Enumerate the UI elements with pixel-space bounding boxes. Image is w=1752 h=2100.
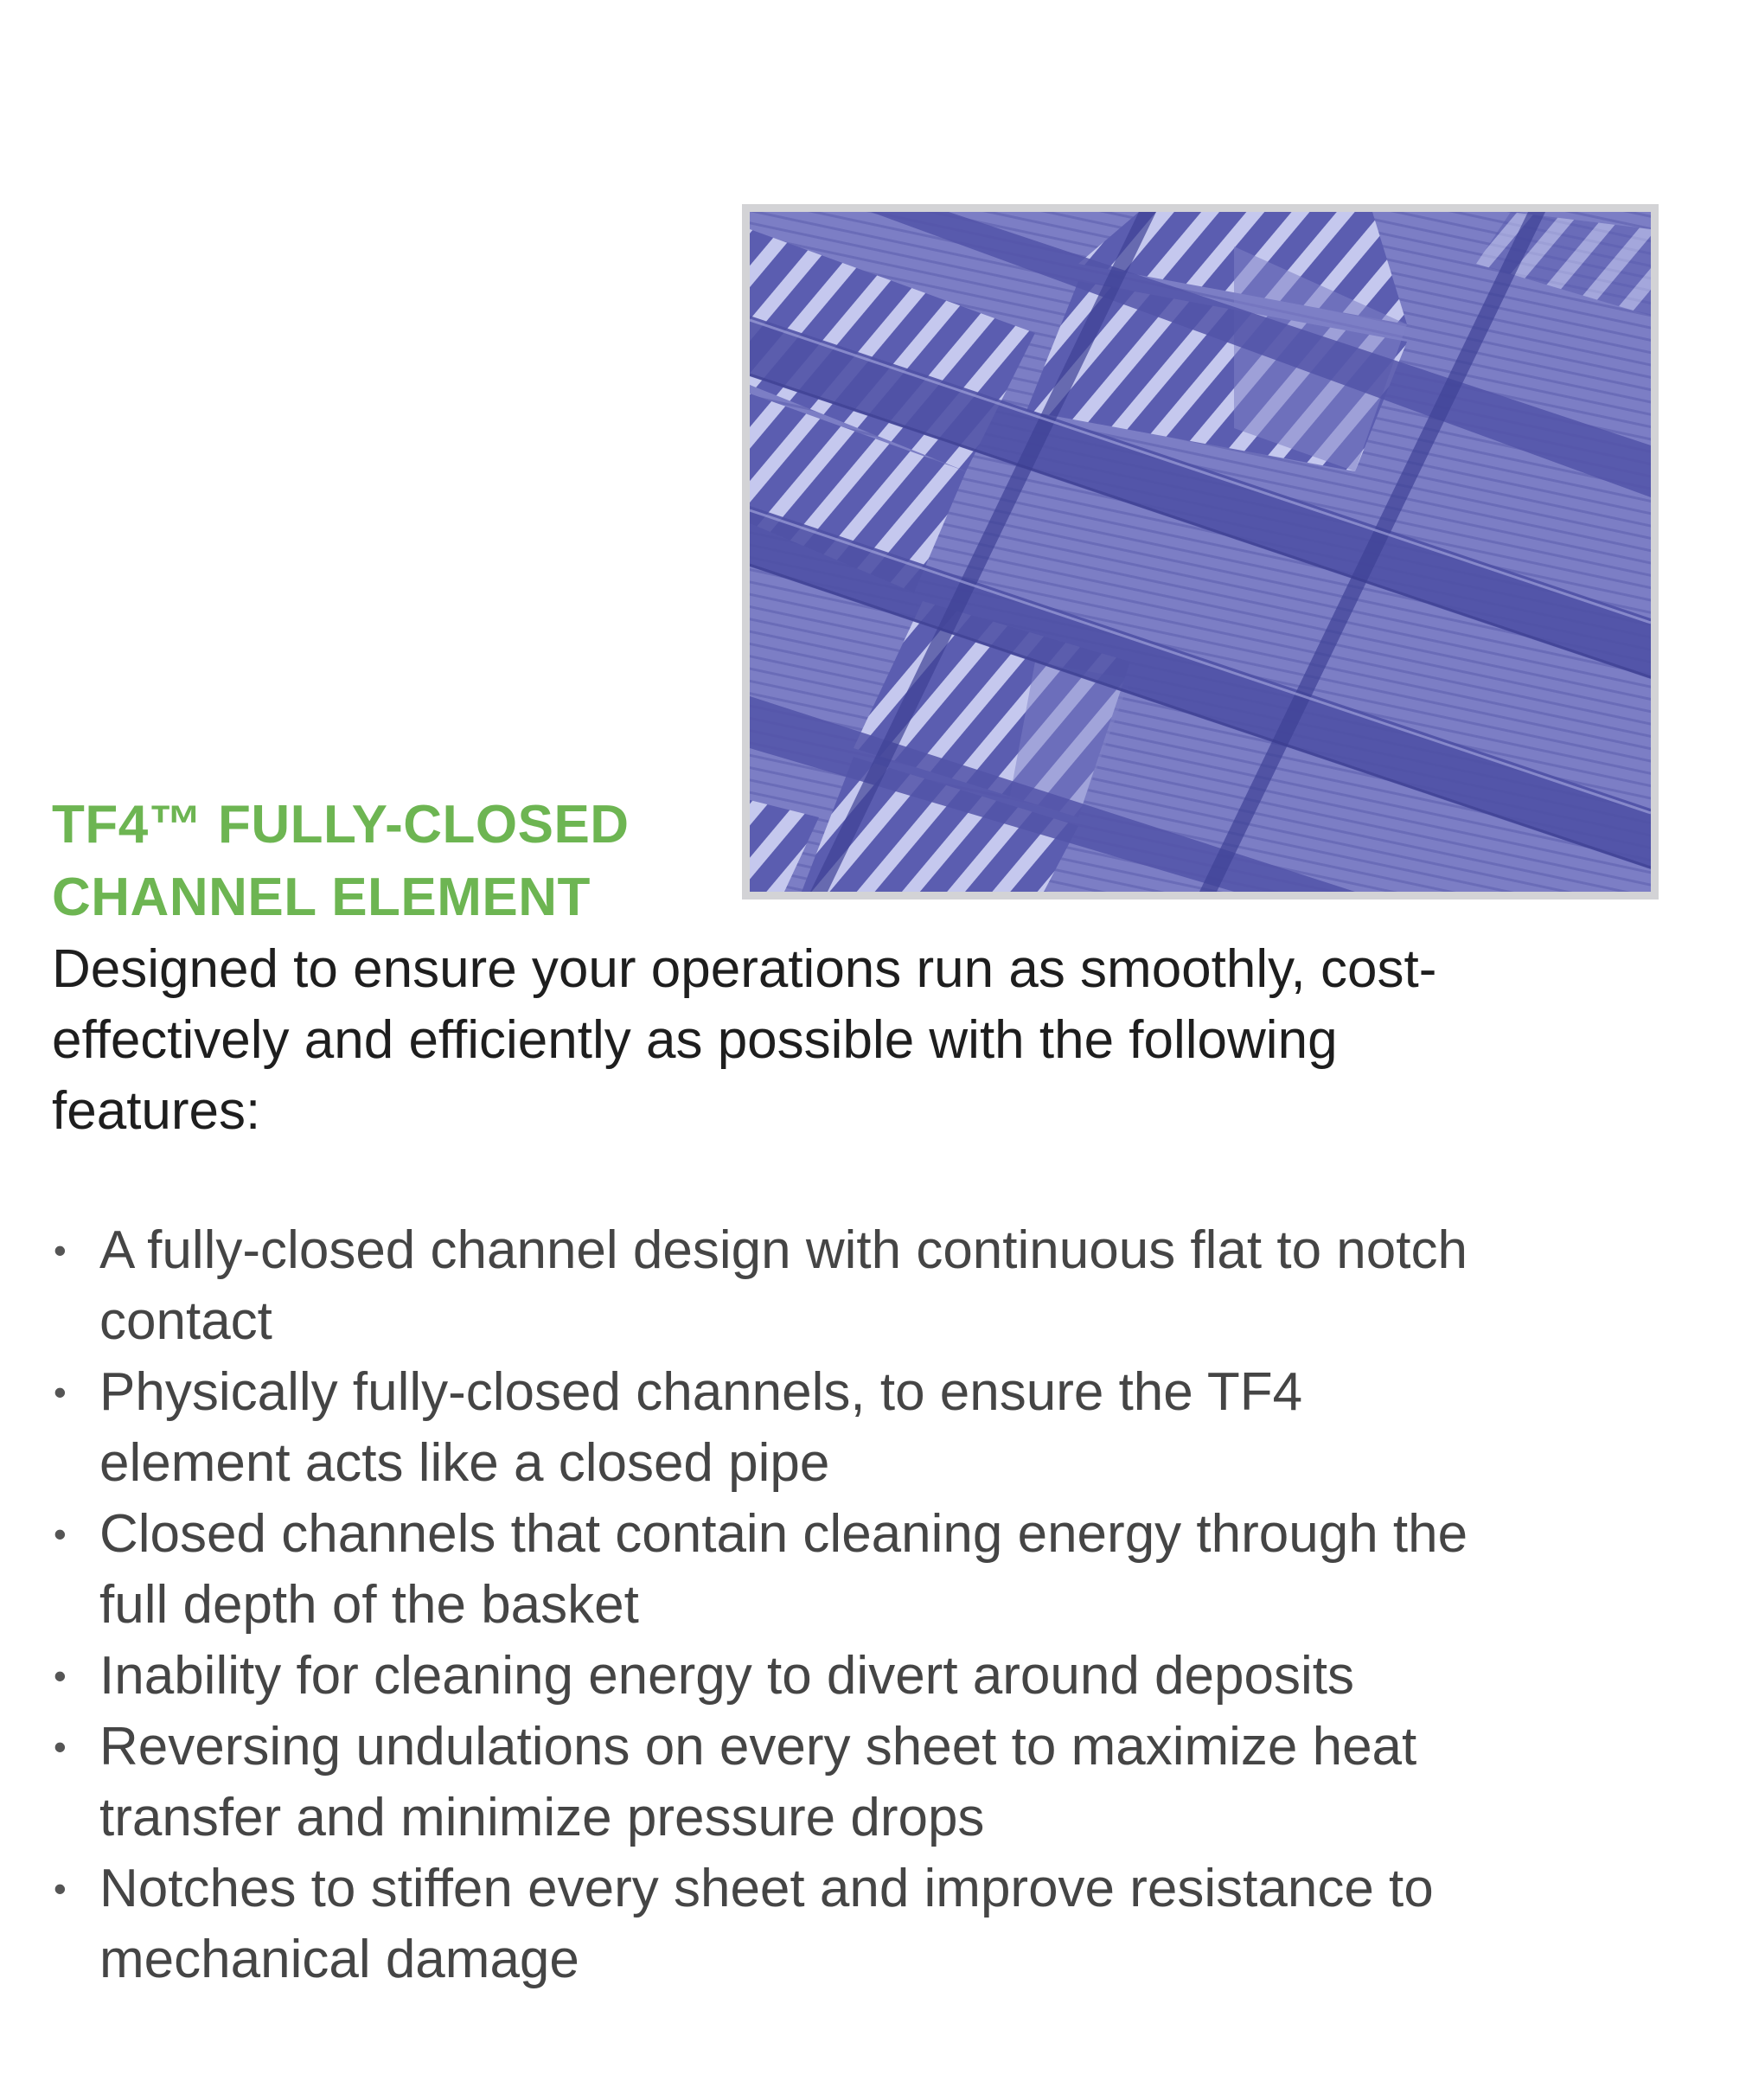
feature-text-line-2: full depth of the basket: [99, 1575, 639, 1635]
feature-text-line-1: A fully-closed channel design with continuous flat to notch: [99, 1220, 1467, 1280]
bullet-icon: •: [54, 1655, 67, 1696]
section-heading: [52, 789, 630, 934]
feature-text-line-1: Notches to stiffen every sheet and improve resistance to: [99, 1859, 1434, 1918]
corrugated-element-illustration: [750, 212, 1651, 892]
list-item: [52, 1854, 1660, 1995]
feature-text-line-1: Physically fully-closed channels, to ensure the TF4: [99, 1362, 1303, 1422]
list-item: [52, 1641, 1660, 1712]
feature-list: [52, 1215, 1660, 1995]
list-item: [52, 1357, 1660, 1499]
intro-line-3: features:: [52, 1081, 261, 1141]
feature-text-line-1: Reversing undulations on every sheet to maximize heat: [99, 1717, 1417, 1777]
feature-text-line-2: mechanical damage: [99, 1930, 579, 1989]
list-item: [52, 1215, 1660, 1357]
list-item: [52, 1712, 1660, 1854]
intro-line-1: Designed to ensure your operations run as smoothly, cost-: [52, 939, 1437, 999]
heading-line-2: CHANNEL ELEMENT: [52, 868, 591, 927]
feature-text-line-1: Inability for cleaning energy to divert around deposits: [99, 1646, 1354, 1706]
bullet-icon: •: [54, 1868, 67, 1909]
intro-line-2: effectively and efficiently as possible with the following: [52, 1010, 1338, 1070]
feature-text-line-2: contact: [99, 1291, 272, 1351]
feature-text-line-2: element acts like a closed pipe: [99, 1433, 830, 1493]
bullet-icon: •: [54, 1514, 67, 1554]
heading-line-1: TF4™ FULLY-CLOSED: [52, 795, 630, 855]
intro-paragraph: [52, 934, 1626, 1147]
feature-text-line-2: transfer and minimize pressure drops: [99, 1788, 985, 1847]
feature-text-line-1: Closed channels that contain cleaning energy through the: [99, 1504, 1468, 1564]
bullet-icon: •: [54, 1230, 67, 1271]
product-image: [742, 204, 1659, 900]
list-item: [52, 1499, 1660, 1641]
bullet-icon: •: [54, 1372, 67, 1412]
bullet-icon: •: [54, 1726, 67, 1767]
